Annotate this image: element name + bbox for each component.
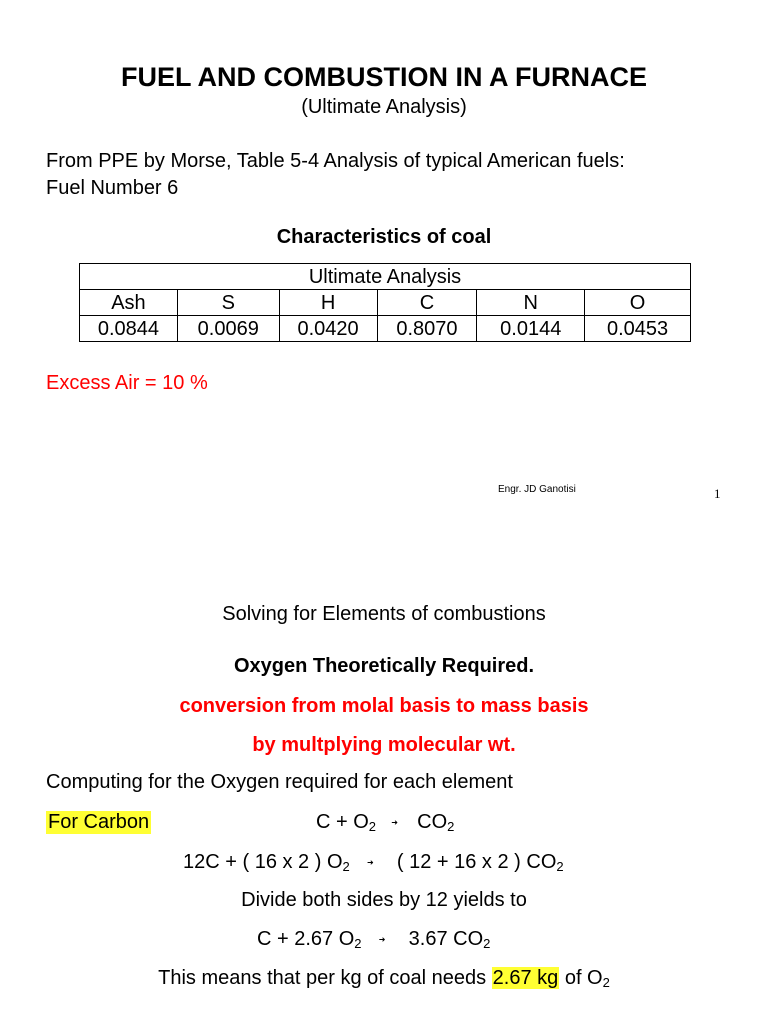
divide-text: Divide both sides by 12 yields to: [241, 889, 527, 911]
value-h: 0.0420: [279, 316, 377, 342]
header-h: H: [279, 290, 377, 316]
for-carbon-label: For Carbon: [48, 811, 150, 833]
eq1-lhs-sub: 2: [368, 819, 377, 834]
eq3-lhs-sub: 2: [354, 936, 362, 951]
table-caption: Ultimate Analysis: [80, 264, 691, 290]
header-s: S: [177, 290, 279, 316]
conversion-note: conversion from molal basis to mass basis: [179, 695, 589, 717]
eq1-rhs: CO: [417, 811, 448, 833]
multiply-note: by multplying molecular wt.: [252, 734, 516, 756]
conclusion-pre: This means that per kg of coal needs: [158, 967, 492, 989]
eq2-rhs-sub: 2: [556, 859, 564, 874]
ultimate-analysis-table: [79, 263, 691, 342]
conclusion-text: [0, 967, 768, 990]
eq1-rhs-sub: 2: [447, 819, 455, 834]
conclusion-sub: 2: [602, 975, 610, 990]
header-n: N: [477, 290, 585, 316]
value-s: 0.0069: [177, 316, 279, 342]
equation-3: [257, 928, 490, 951]
value-c: 0.8070: [377, 316, 477, 342]
eq2-lhs-sub: 2: [342, 859, 350, 874]
conclusion-highlight: 2.67 kg: [492, 967, 559, 989]
right-arrow-icon: ➜: [378, 935, 386, 945]
page-number: 1: [714, 486, 721, 501]
table-title: Characteristics of coal: [276, 226, 492, 248]
right-arrow-icon: ➜: [391, 818, 398, 828]
equation-1: [316, 811, 454, 834]
conclusion-post: of O: [559, 967, 603, 989]
value-ash: 0.0844: [80, 316, 178, 342]
slide-title: FUEL AND COMBUSTION IN A FURNACE: [121, 62, 647, 92]
excess-air: Excess Air = 10 %: [46, 372, 208, 394]
header-c: C: [377, 290, 477, 316]
eq3-lhs: C + 2.67 O: [257, 928, 355, 950]
source-text: [46, 148, 746, 202]
section-heading: Solving for Elements of combustions: [222, 603, 546, 625]
header-ash: Ash: [80, 290, 178, 316]
table-row: [80, 316, 691, 342]
source-line-1: From PPE by Morse, Table 5-4 Analysis of typical American fuels:: [46, 150, 625, 172]
value-n: 0.0144: [477, 316, 585, 342]
eq3-rhs: 3.67 CO: [408, 928, 484, 950]
computing-text: Computing for the Oxygen required for each element: [46, 771, 513, 793]
table-header-row: [80, 290, 691, 316]
eq3-rhs-sub: 2: [483, 936, 491, 951]
header-o: O: [585, 290, 691, 316]
eq1-lhs: C + O: [316, 811, 369, 833]
slide-subtitle: (Ultimate Analysis): [301, 96, 467, 118]
eq2-lhs: 12C + ( 16 x 2 ) O: [183, 851, 343, 873]
eq2-rhs: ( 12 + 16 x 2 ) CO: [396, 851, 557, 873]
equation-2: [183, 851, 564, 874]
source-line-2: Fuel Number 6: [46, 177, 179, 199]
author-credit: Engr. JD Ganotisi: [498, 484, 576, 495]
section-subheading: Oxygen Theoretically Required.: [233, 655, 535, 677]
right-arrow-icon: ➜: [366, 858, 374, 868]
value-o: 0.0453: [585, 316, 691, 342]
